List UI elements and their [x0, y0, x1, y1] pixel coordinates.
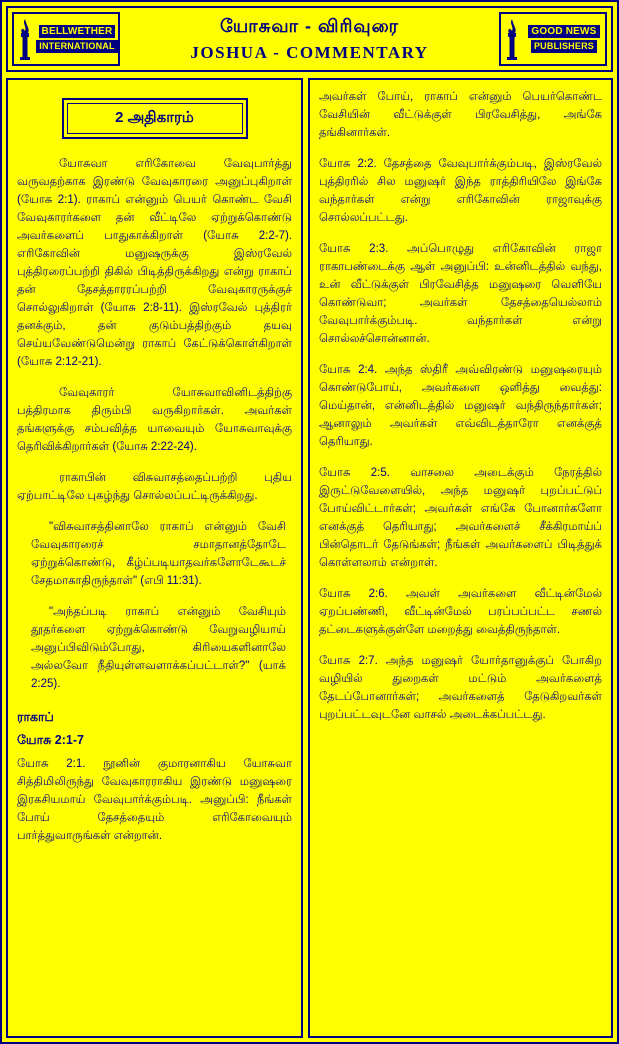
verse-text: யோசு 2:4. அந்த ஸ்திரீ அவ்விரண்டு மனுஷரையும் கொண்டுபோய், அவர்களை ஒளித்து வைத்து: மெய்தான், என்னிடத்தில் மனுஷர் வந்திருந்தார்கள்; ஆனாலும் அவர்கள் எவ்விடத்தாரோ எனக்குத் தெரியாது. — [319, 364, 602, 448]
paragraph: யோசுவா எரிகோவை வேவுபார்த்து வருவதற்காக இரண்டு வேவுகாரரை அனுப்புகிறாள் (யோசு 2:1). ராகாப் என்னும் பெயர் கொண்ட வேசி வேவுகாரர்களை தன் வீட்டிலே ஏற்றுக்கொண்டு அவர்களைப் பாதுகாக்கிறாள் (யோசு 2:2-7). எரிகோவின் மனுஷருக்கு இஸ்ரவேல் புத்திரரைப்பற்றி திகில் பிடித்திருக்கிறது என்று ராகாப் தன் தேசத்தாரரப்பற்றி வேவுகாரருக்குச் சொல்லுகிறாள் (யோசு 2:8-11). இஸ்ரவேல் புத்திரர் தனக்கும், தன் குடும்பத்திற்கும் தயவு செய்யவேண்டுமென்று ராகாப் கேட்டுக்கொள்கிறாள் (யோசு 2:12-21). — [17, 158, 292, 368]
verse-text: அவர்கள் போய், ராகாப் என்னும் பெயர்கொண்ட வேசியின் வீட்டுக்குள் பிரவேசித்து, அங்கே தங்கினார்கள். — [319, 91, 602, 139]
section-heading-name: ராகாப் — [17, 710, 54, 724]
logo-left-line2: INTERNATIONAL — [36, 40, 117, 53]
verse-text: யோசு 2:6. அவள் அவர்களை வீட்டின்மேல் ஏறப்பண்ணி, வீட்டின்மேல் பரப்பப்பட்ட சணல் தட்டைகளுக்குள்ளே மறைத்து வைத்திருந்தாள். — [319, 588, 602, 636]
logo-good-news-publishers — [499, 12, 607, 66]
verse-text: யோசு 2:5. வாசலை அடைக்கும் நேரத்தில் இருட்டுவேளையில், அந்த மனுஷர் புறப்பட்டுப் போய்விட்டார்கள்; அவர்கள் எங்கே போனார்களோ எனக்குத் தெரியாது; அவர்களைச் சீக்கிரமாய்ப் பின்தொடர் தேடுங்கள்; நீங்கள் அவர்களைப் பிடித்துக் கொள்ளலாம் என்றாள். — [319, 467, 602, 569]
logo-right-line2: PUBLISHERS — [531, 40, 597, 53]
header-title-block — [124, 8, 495, 70]
scripture-quote: "அந்தப்படி ராகாப் என்னும் வேசியும் தூதர்களை ஏற்றுக்கொண்டு வேறுவழியாய் அனுப்பிவிடும்போது, கிரியைகளினாலே அல்லவோ நீதியுள்ளவளாக்கப்பட்டாள்?" (யாக் 2:25). — [31, 606, 286, 690]
page-header — [6, 6, 613, 72]
logo-right-line1: GOOD NEWS — [528, 25, 599, 38]
page-columns — [6, 78, 613, 1038]
page-title-english: JOSHUA - COMMENTARY — [190, 42, 429, 62]
paragraph: வேவுகாரர் யோசுவாவினிடத்திற்கு பத்திரமாக திரும்பி வருகிறார்கள். அவர்கள் தங்களுக்கு சம்பவித்த யாவையும் யோசுவாவுக்கு தெரிவிக்கிறார்கள் (யோசு 2:22-24). — [17, 387, 292, 453]
verse-text: யோசு 2:1. நூனின் குமாரனாகிய யோசுவா சித்திமிலிருந்து வேவுகாரராகிய இரண்டு மனுஷரை இரகசியமாய் வேவுபார்க்கும்படி. அனுப்பி: நீங்கள் போய் தேசத்தையும் எரிகோவையும் பார்த்துவாருங்கள் என்றான். — [17, 758, 292, 842]
scripture-quote: "விசுவாசத்தினாலே ராகாப் என்னும் வேசி வேவுகாரரைச் சமாதானத்தோடே ஏற்றுக்கொண்டு, கீழ்ப்படியாதவர்களோடேகூடச் சேதமாகாதிருந்தாள்" (எபி 11:31). — [31, 521, 286, 587]
verse-text: யோசு 2:2. தேசத்தை வேவுபார்க்கும்படி, இஸ்ரவேல் புத்திரரில் சில மனுஷர் இந்த ராத்திரியிலே இங்கே வந்தார்கள் என்று எரிகோவின் ராஜாவுக்கு சொல்லப்பட்டது. — [319, 158, 602, 224]
logo-left-line1: BELLWETHER — [39, 25, 116, 38]
torch-icon — [501, 17, 523, 61]
chapter-title: 2 அதிகாரம் — [67, 103, 243, 134]
section-heading-reference: யோசு 2:1-7 — [17, 733, 84, 747]
verse-text: யோசு 2:3. அப்பொழுது எரிகோவின் ராஜா ராகாபண்டைக்கு ஆள் அனுப்பி: உன்னிடத்தில் வந்து, உன் வீட்டுக்குள் பிரவேசித்த மனுஷரை வெளியே கொண்டுவா; அவர்கள் தேசத்தையெல்லாம் வேவுபார்க்கும்படி. வந்தார்கள் என்று சொல்லச்சொன்னான். — [319, 243, 602, 345]
verse-text: யோசு 2:7. அந்த மனுஷர் யோர்தானுக்குப் போகிற வழியில் துறைகள் மட்டும் அவர்களைத் தேடப்போனார்கள்; அவர்களைத் தேடுகிறவர்கள் புறப்பட்டவுடனே வாசல் அடைக்கப்பட்டது. — [319, 655, 602, 721]
logo-bellwether-international — [12, 12, 120, 66]
chapter-title-box — [62, 98, 248, 139]
page-title-tamil: யோசுவா - விரிவுரை — [220, 15, 399, 36]
torch-icon — [14, 17, 36, 61]
paragraph: ராகாபின் விசுவாசத்தைப்பற்றி புதிய ஏற்பாட்டிலே புகழ்ந்து சொல்லப்பட்டிருக்கிறது. — [17, 472, 292, 502]
left-column — [6, 78, 303, 1038]
right-column — [308, 78, 613, 1038]
